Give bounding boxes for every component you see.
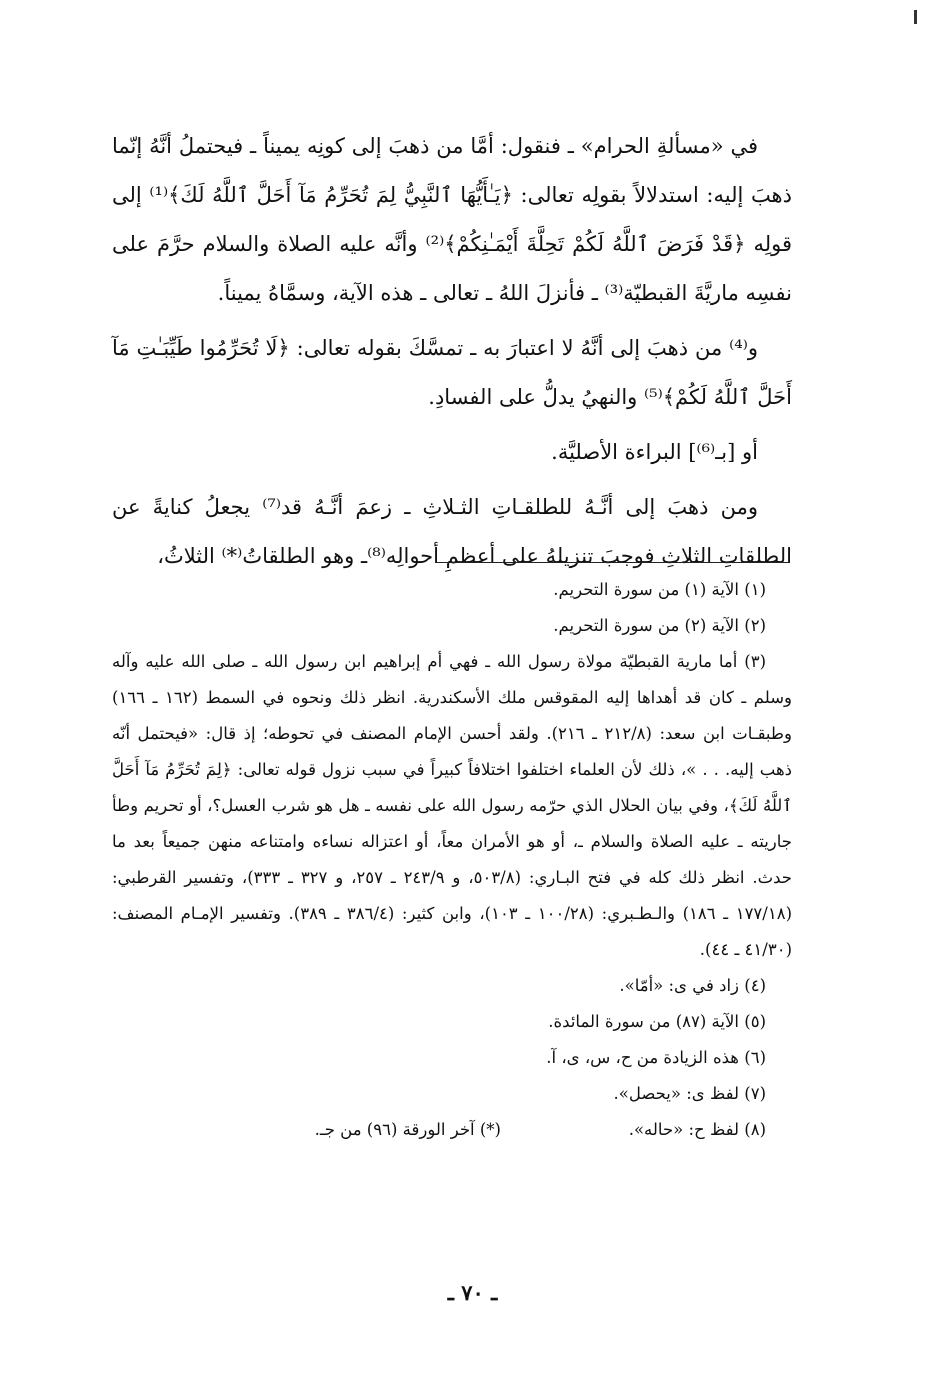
footnote-divider (435, 562, 790, 563)
main-text (112, 122, 792, 581)
footnote-8: (٨) لفظ ح: «حاله». (628, 1120, 766, 1139)
footnotes (112, 572, 792, 1148)
footnote-4: (٤) زاد في ى: «أمّا». (619, 976, 766, 995)
corner-mark (914, 10, 917, 24)
footnote-2: (٢) الآية (٢) من سورة التحريم. (553, 616, 766, 635)
page-number: ـ ٧٠ ـ (447, 1280, 498, 1305)
footnote-6: (٦) هذه الزيادة من ح، س، ى، آ. (546, 1048, 766, 1067)
main-paragraph-2: و⁽⁴⁾ من ذهبَ إلى أنَّهُ لا اعتبارَ به ـ تمسَّكَ بقوله تعالى: ﴿لَا تُحَرِّمُوا طَيِّبَـٰتِ مَآ أَحَلَّ ٱللَّهُ لَكُمْ﴾⁽⁵⁾ والنهيُ يدلُّ على الفسادِ. (112, 336, 792, 409)
footnote-1: (١) الآية (١) من سورة التحريم. (553, 580, 766, 599)
footnote-3: (٣) أما مارية القبطيّة مولاة رسول الله ـ فهي أم إبراهيم ابن رسول الله ـ صلى الله عليه وآله وسلم ـ كان قد أهداها إليه المقوقس ملك الأسكندرية. انظر ذلك ونحوه في السمط (١٦٢ ـ ١٦٦) وطبقـات ابن سعد: (٢١٢/٨ ـ ٢١٦). ولقد أحسن الإمام المصنف في تحوطه؛ إذ قال: «فيحتمل أنّه ذهب إليه. . . »، ذلك لأن العلماء اختلفوا اختلافاً كبيراً في سبب نزول قوله تعالى: ﴿لِمَ تُحَرِّمُ مَآ أَحَلَّ ٱللَّهُ لَكَ﴾، وفي بيان الحلال الذي حرّمه رسول الله على نفسه ـ هل هو شرب العسل؟، أو تحريم وطأ جاريته ـ عليه الصلاة والسلام ـ، أو هو الأمران معاً، أو اعتزاله نساءه وامتناعه منهن جميعاً بعد ما حدث. انظر ذلك كله في فتح البـاري: (٥٠٣/٨، و ٢٤٣/٩ ـ ٢٥٧، و ٣٢٧ ـ ٣٣٣)، وتفسير القرطبي: (١٧٧/١٨ ـ ١٨٦) والـطـبري: (١٠٠/٢٨ ـ ١٠٣)، وابن كثير: (٣٨٦/٤ ـ ٣٨٩). وتفسير الإمـام المصنف: (٤١/٣٠ ـ ٤٤). (112, 652, 793, 959)
footnote-star: (*) آخر الورقة (٩٦) من جـ. (314, 1120, 501, 1139)
main-paragraph-3: أو [بـ⁽⁶⁾] البراءة الأصليَّة. (551, 440, 758, 464)
main-paragraph-1: في «مسألةِ الحرام» ـ فنقول: أمَّا من ذهبَ إلى كونِه يميناً ـ فيحتملُ أنَّهُ إنّما ذهبَ إليه: استدلالاً بقولِه تعالى: ﴿يَـٰأَيُّهَا ٱلنَّبِيُّ لِمَ تُحَرِّمُ مَآ أَحَلَّ ٱللَّهُ لَكَ﴾⁽¹⁾ إلى قولِه ﴿قَدْ فَرَضَ ٱللَّهُ لَكُمْ تَحِلَّةَ أَيْمَـٰنِكُمْ﴾⁽²⁾ وأنَّه عليه الصلاة والسلام حرَّمَ على نفسِه ماريَّةَ القبطيّة⁽³⁾ ـ فأنزلَ اللهُ ـ تعالى ـ هذه الآية، وسمَّاهُ يميناً. (112, 134, 792, 305)
footnote-7: (٧) لفظ ى: «يحصل». (613, 1084, 766, 1103)
main-paragraph-4: ومن ذهبَ إلى أنَّـهُ للطلقـاتِ الثـلاثِ ـ زعمَ أنَّـهُ قد⁽⁷⁾ يجعلُ كنايةً عن الطلقاتِ الثلاثِ فوجبَ تنزيلهُ على أعظمِ أحوالِه⁽⁸⁾ـ وهو الطلقاتُ⁽*⁾ الثلاثُ، (112, 495, 792, 568)
footnote-5: (٥) الآية (٨٧) من سورة المائدة. (548, 1012, 766, 1031)
footnote-row-8 (112, 1112, 792, 1148)
